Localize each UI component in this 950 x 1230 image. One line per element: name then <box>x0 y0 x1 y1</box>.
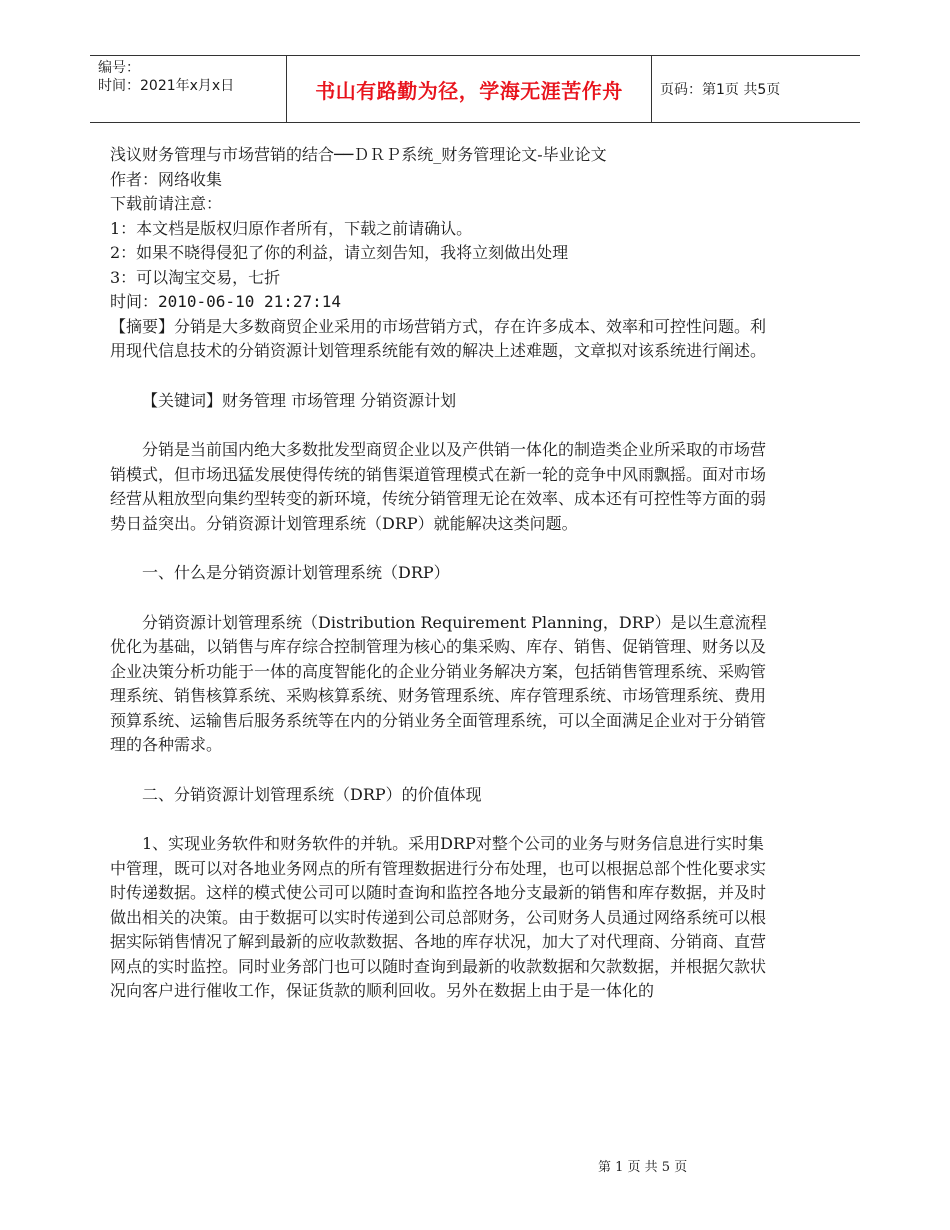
header-number: 编号： <box>98 60 140 76</box>
header-motto-cell <box>286 56 652 122</box>
section-heading-2: 二、分销资源计划管理系统（DRP）的价值体现 <box>142 784 482 804</box>
document-time: 时间：2010-06-10 21:27:14 <box>110 292 342 311</box>
section-heading-1: 一、什么是分销资源计划管理系统（DRP） <box>142 563 450 582</box>
header-time: 时间：2021年x月x日 <box>98 78 235 94</box>
document-body <box>110 143 770 1004</box>
keywords: 【关键词】财务管理 市场管理 分销资源计划 <box>142 390 457 410</box>
header-page-number: 页码：第1页 共5页 <box>660 82 781 98</box>
notice-item-2: 2：如果不晓得侵犯了你的利益，请立刻告知，我将立刻做出处理 <box>110 243 569 262</box>
paragraph-1: 分销是当前国内绝大多数批发型商贸企业以及产供销一体化的制造类企业所采取的市场营销模式，但市场迅猛发展使得传统的销售渠道管理模式在新一轮的竞争中风雨飘摇。面对市场经营从粗放型向集约型转变的新环境，传统分销管理无论在效率、成本还有可控性等方面的弱势日益突出。分销资源计划管理系统（DRP）就能解决这类问题。 <box>110 440 767 533</box>
notice-item-1: 1：本文档是版权归原作者所有，下载之前请确认。 <box>110 218 473 238</box>
abstract: 【摘要】分销是大多数商贸企业采用的市场营销方式，存在许多成本、效率和可控性问题。利用现代信息技术的分销资源计划管理系统能有效的解决上述难题，文章拟对该系统进行阐述。 <box>110 316 767 360</box>
header-table <box>90 55 860 123</box>
paragraph-2: 分销资源计划管理系统（Distribution Requirement Planning，DRP）是以生意流程优化为基础，以销售与库存综合控制管理为核心的集采购、库存、销售、促销管理、财务以及企业决策分析功能于一体的高度智能化的企业分销业务解决方案，包括销售管理系统、采购管理系统、销售核算系统、采购核算系统、财务管理系统、库存管理系统、市场管理系统、费用预算系统、运输售后服务系统等在内的分销业务全面管理系统，可以全面满足企业对于分销管理的各种需求。 <box>110 612 767 754</box>
document-title: 浅议财务管理与市场营销的结合──ＤＲＰ系统_财务管理论文-毕业论文 <box>110 145 607 164</box>
document-author: 作者：网络收集 <box>110 169 223 189</box>
notice-title: 下载前请注意： <box>110 194 223 213</box>
header-page-cell <box>652 56 860 122</box>
page-footer: 第 1 页 共 5 页 <box>598 1160 688 1175</box>
header-motto: 书山有路勤为径，学海无涯苦作舟 <box>315 78 623 103</box>
notice-item-3: 3：可以淘宝交易，七折 <box>110 267 281 287</box>
paragraph-3: 1、实现业务软件和财务软件的并轨。采用DRP对整个公司的业务与财务信息进行实时集中管理，既可以对各地业务网点的所有管理数据进行分布处理，也可以根据总部个性化要求实时传递数据。这样的模式使公司可以随时查询和监控各地分支最新的销售和库存数据，并及时做出相关的决策。由于数据可以实时传递到公司总部财务，公司财务人员通过网络系统可以根据实际销售情况了解到最新的应收款数据、各地的库存状况，加大了对代理商、分销商、直营网点的实时监控。同时业务部门也可以随时查询到最新的收款数据和欠款数据，并根据欠款状况向客户进行催收工作，保证货款的顺利回收。另外在数据上由于是一体化的 <box>110 834 767 1000</box>
header-meta <box>90 56 286 122</box>
